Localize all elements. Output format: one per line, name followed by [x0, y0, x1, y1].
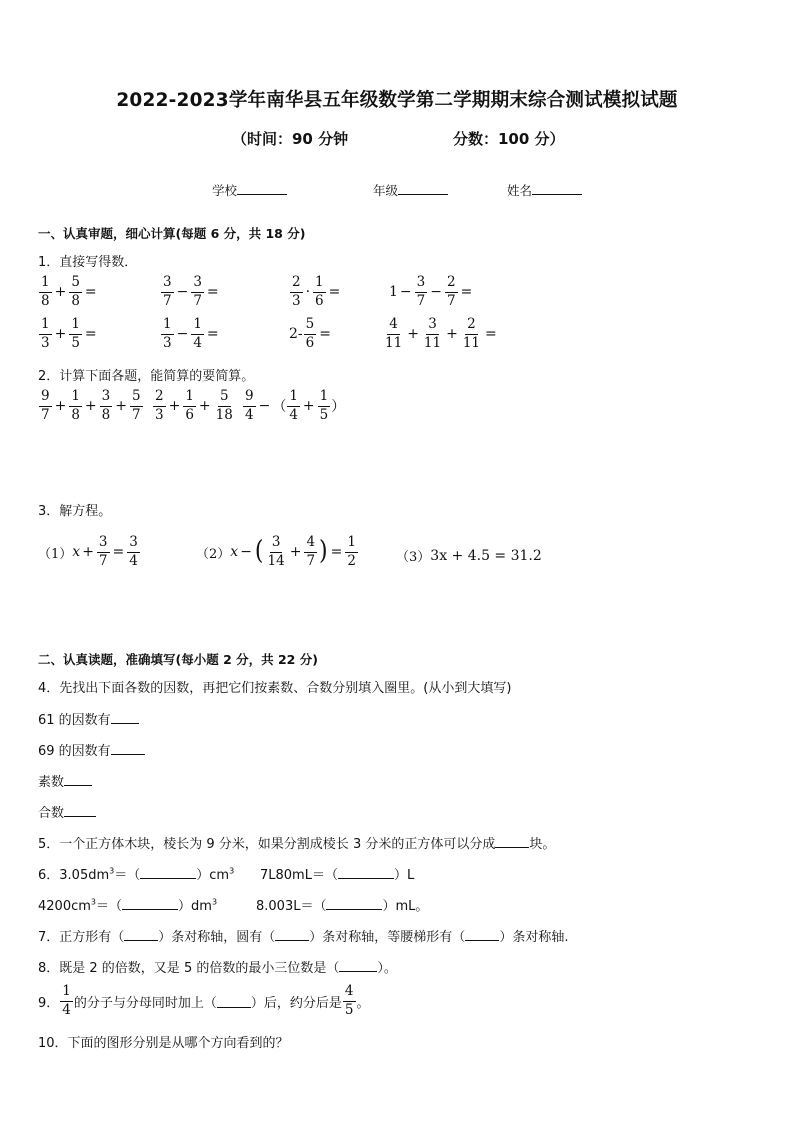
section1-heading: 一、认真审题，细心计算(每题 6 分，共 18 分)	[38, 226, 306, 241]
school-label: 学校	[212, 183, 238, 198]
q8-text: 8．既是 2 的倍数，又是 5 的倍数的最小三位数是（ ）。	[38, 961, 397, 976]
q6-c: $4200cm^3=$（ ）$dm^3$	[38, 897, 218, 914]
fraction: $\frac{1}{6}$	[315, 274, 324, 309]
fraction: $\frac{1}{5}$	[71, 316, 80, 351]
grade-blank[interactable]	[398, 182, 448, 195]
answer-blank[interactable]	[326, 897, 382, 910]
q4-b: 69 的因数有	[38, 740, 145, 759]
q1-r1c3: $\frac{2}{3}$ · $\frac{1}{6}$ =	[292, 274, 341, 309]
q1-r1c1: $\frac{1}{8}$ + $\frac{5}{8}$ =	[41, 274, 97, 309]
q4-d: 合数	[38, 802, 96, 821]
answer-blank[interactable]	[111, 742, 145, 755]
fraction: $\frac{2}{3}$	[292, 274, 301, 309]
q1-r2c2: $\frac{1}{3}$ − $\frac{1}{4}$ =	[163, 316, 219, 351]
fraction: $\frac{2}{11}$	[462, 316, 481, 351]
name-field	[507, 181, 582, 199]
answer-blank[interactable]	[495, 835, 529, 848]
q2-expr2: $\frac{2}{3}$ + $\frac{1}{6}$ + $\frac{5}{18}$	[155, 388, 233, 423]
grade-label: 年级	[373, 183, 399, 198]
answer-blank[interactable]	[275, 928, 309, 941]
q6-a: 6．$3.05dm^3=$（ ）$cm^3$	[38, 866, 235, 883]
fraction: $\frac{3}{7}$	[163, 274, 172, 309]
fraction: $\frac{4}{11}$	[385, 316, 403, 351]
answer-blank[interactable]	[465, 928, 499, 941]
answer-blank[interactable]	[64, 773, 92, 786]
q10-text: 10．下面的图形分别是从哪个方向看到的？	[38, 1036, 289, 1051]
fraction: $\frac{1}{3}$	[41, 316, 50, 351]
answer-blank[interactable]	[124, 928, 158, 941]
section2-heading: 二、认真读题，准确填写(每小题 2 分，共 22 分)	[38, 652, 318, 667]
q1-r1c2: $\frac{3}{7}$ − $\frac{3}{7}$ =	[163, 274, 219, 309]
exam-score: 分数：100 分）	[453, 130, 565, 148]
page-title: 2022-2023学年南华县五年级数学第二学期期末综合测试模拟试题	[116, 90, 678, 111]
q4-text: 4．先找出下面各数的因数，再把它们按素数、合数分别填入圈里。(从小到大填写)	[38, 681, 512, 696]
fraction: $\frac{5}{6}$	[305, 316, 315, 351]
q3-label: 3．解方程。	[38, 504, 112, 519]
fraction: $\frac{3}{11}$	[423, 316, 442, 351]
q3-eq1: （1） x + $\frac{3}{7}$ = $\frac{3}{4}$	[38, 534, 138, 569]
answer-blank[interactable]	[122, 897, 178, 910]
q1-label: 1．直接写得数．	[38, 255, 138, 270]
answer-blank[interactable]	[140, 866, 196, 879]
q6-d: 8.003L＝（ ）mL。	[256, 899, 429, 914]
name-blank[interactable]	[532, 182, 582, 195]
school-blank[interactable]	[237, 182, 287, 195]
q1-r2c1: $\frac{1}{3}$ + $\frac{1}{5}$ =	[41, 316, 97, 351]
q4-c: 素数	[38, 771, 92, 790]
grade-field	[373, 181, 448, 199]
fraction: $\frac{1}{3}$	[163, 316, 172, 351]
q1-r1c4: 1 − $\frac{3}{7}$ − $\frac{2}{7}$ =	[389, 274, 473, 309]
fraction: $\frac{2}{7}$	[446, 274, 456, 309]
fraction: $\frac{3}{7}$	[193, 274, 202, 309]
fraction: $\frac{1}{4}$	[193, 316, 202, 351]
answer-blank[interactable]	[339, 959, 377, 972]
school-field	[212, 181, 287, 199]
q3-eq3: （3） 3x + 4.5 = 31.2	[396, 547, 542, 565]
q6-b: 7L80mL＝（ ）L	[260, 868, 415, 883]
answer-blank[interactable]	[111, 711, 139, 724]
fraction: $\frac{1}{8}$	[41, 274, 50, 309]
exam-time: （时间：90 分钟	[232, 130, 349, 148]
name-label: 姓名	[507, 183, 533, 198]
fraction: $\frac{5}{8}$	[71, 274, 80, 309]
q2-expr1: $\frac{9}{7}$ + $\frac{1}{8}$ + $\frac{3}{8}$ + $\frac{5}{7}$	[41, 388, 141, 423]
answer-blank[interactable]	[64, 804, 96, 817]
q1-r2c4: $\frac{4}{11}$ + $\frac{3}{11}$ + $\frac{2}{11}$ =	[385, 316, 497, 351]
q4-a: 61 的因数有	[38, 709, 139, 728]
q9-text: 9． $\frac{1}{4}$ 的分子与分母同时加上（ ）后，约分后是 $\frac{4}{5}$ 。	[38, 983, 370, 1018]
q5-text: 5．一个正方体木块，棱长为 9 分米，如果分割成棱长 3 分米的正方体可以分成 块。	[38, 837, 556, 852]
q1-r2c3: 2 - $\frac{5}{6}$ =	[289, 316, 331, 351]
q7-text: 7．正方形有（ ）条对称轴，圆有（ ）条对称轴，等腰梯形有（ ）条对称轴.	[38, 930, 569, 945]
answer-blank[interactable]	[217, 995, 251, 1008]
answer-blank[interactable]	[338, 866, 394, 879]
q2-expr3: $\frac{9}{4}$ − （ $\frac{1}{4}$ + $\frac{1}{5}$ ）	[245, 388, 346, 423]
q2-label: 2．计算下面各题，能简算的要简算。	[38, 369, 255, 384]
fraction: $\frac{3}{7}$	[416, 274, 426, 309]
q3-eq2: （2） x − ( $\frac{3}{14}$ + $\frac{4}{7}$ ) = $\frac{1}{2}$	[196, 534, 356, 569]
